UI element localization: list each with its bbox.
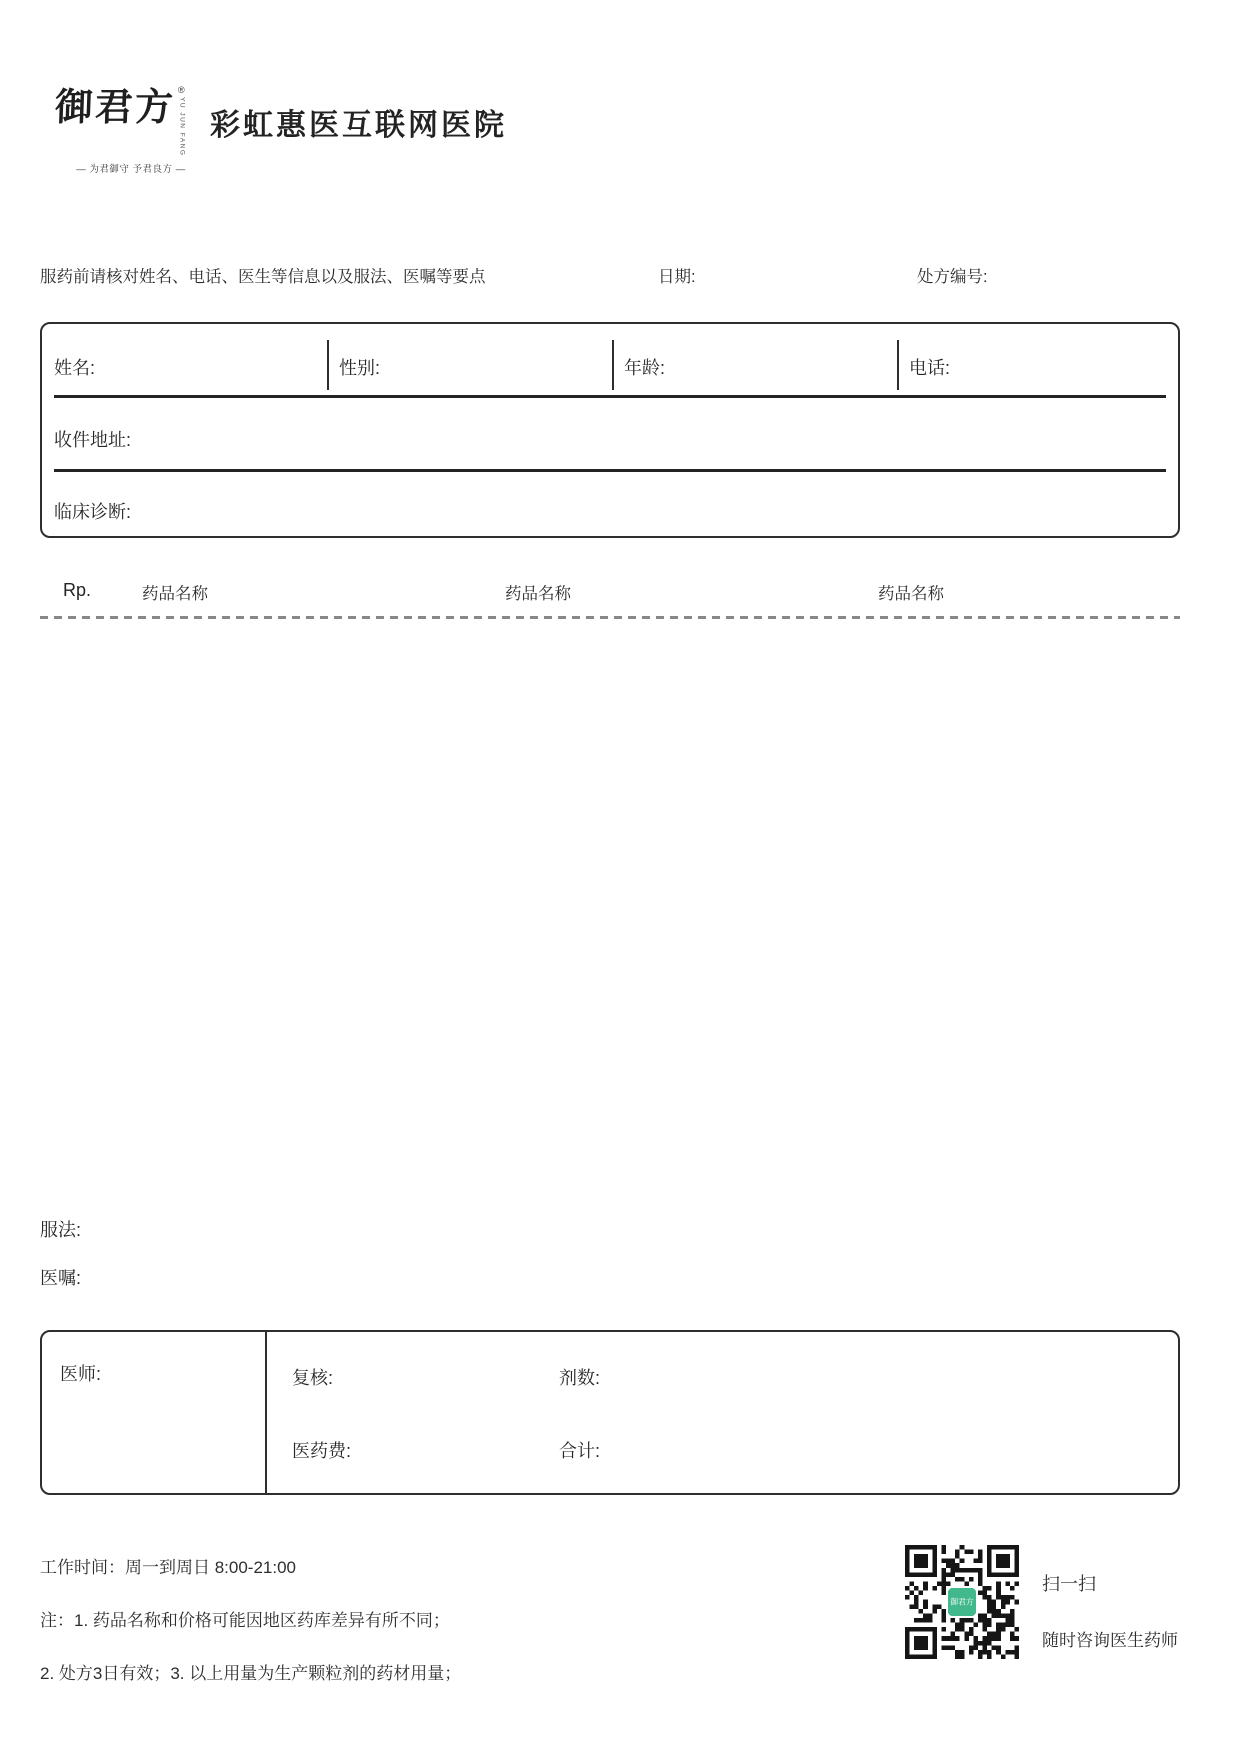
review-label: 复核: bbox=[292, 1368, 334, 1388]
logo-brand-text: 御君方 bbox=[54, 84, 176, 129]
logo-vertical-text: YU JUN FANG bbox=[178, 97, 186, 157]
pre-medication-notice: 服药前请核对姓名、电话、医生等信息以及服法、医嘱等要点 bbox=[40, 268, 486, 286]
summary-divider bbox=[265, 1332, 267, 1493]
summary-box bbox=[40, 1330, 1180, 1495]
note-line-2: 2. 处方3日有效；3. 以上用量为生产颗粒剂的药材用量； bbox=[40, 1664, 462, 1683]
scan-caption: 扫一扫 bbox=[1042, 1574, 1096, 1594]
usage-label: 服法: bbox=[40, 1220, 82, 1240]
doses-label: 剂数: bbox=[559, 1368, 601, 1388]
address-label: 收件地址: bbox=[54, 430, 132, 450]
separator-line bbox=[54, 395, 1166, 398]
drug-name-column-header: 药品名称 bbox=[878, 585, 944, 603]
name-label: 姓名: bbox=[54, 358, 96, 378]
qr-code-icon bbox=[905, 1545, 1019, 1659]
gender-label: 性别: bbox=[339, 358, 381, 378]
medicine-fee-label: 医药费: bbox=[292, 1441, 352, 1461]
physician-label: 医师: bbox=[60, 1364, 102, 1384]
date-label: 日期: bbox=[658, 268, 696, 286]
yujunfang-logo bbox=[55, 86, 215, 175]
phone-label: 电话: bbox=[909, 358, 951, 378]
age-label: 年龄: bbox=[624, 358, 666, 378]
drug-list-area bbox=[40, 620, 1180, 1210]
prescription-number-label: 处方编号: bbox=[917, 268, 988, 286]
logo-tagline: — 为君御守 予君良方 — bbox=[76, 164, 186, 176]
svg-text:御君方: 御君方 bbox=[950, 1597, 974, 1607]
dashed-separator bbox=[40, 616, 1180, 619]
patient-info-box bbox=[40, 322, 1180, 538]
rp-label: Rp. bbox=[63, 580, 92, 600]
doctor-advice-label: 医嘱: bbox=[40, 1268, 82, 1288]
drug-name-column-header: 药品名称 bbox=[142, 585, 208, 603]
separator-line bbox=[54, 469, 1166, 472]
diagnosis-label: 临床诊断: bbox=[54, 502, 132, 522]
working-hours: 工作时间：周一到周日 8:00-21:00 bbox=[40, 1558, 297, 1577]
drug-name-column-header: 药品名称 bbox=[505, 585, 571, 603]
scan-subcaption: 随时咨询医生药师 bbox=[1042, 1631, 1178, 1650]
total-label: 合计: bbox=[559, 1441, 601, 1461]
field-divider bbox=[612, 340, 614, 390]
field-divider bbox=[327, 340, 329, 390]
note-line-1: 注：1. 药品名称和价格可能因地区药库差异有所不同； bbox=[40, 1611, 450, 1630]
registered-trademark-icon: ® bbox=[178, 85, 185, 95]
field-divider bbox=[897, 340, 899, 390]
hospital-title: 彩虹惠医互联网医院 bbox=[210, 109, 507, 142]
